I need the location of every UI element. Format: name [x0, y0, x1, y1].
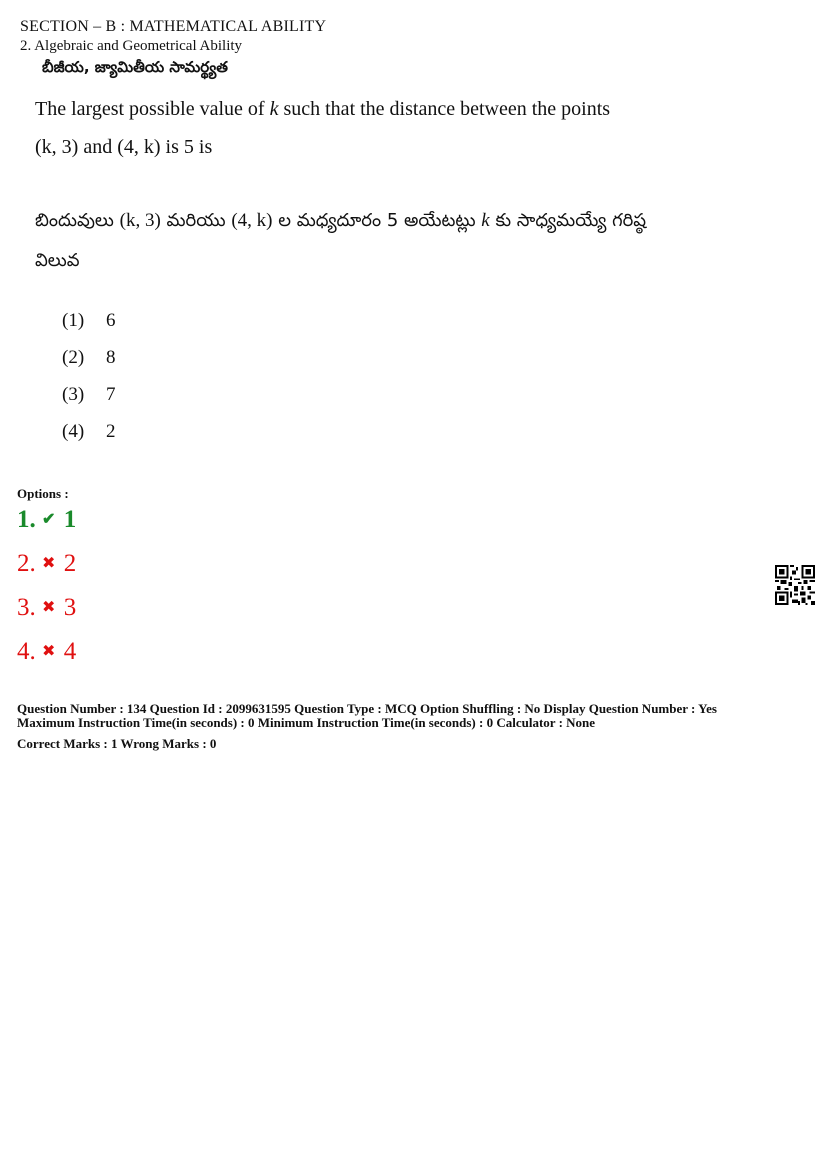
subsection-number: 2.	[20, 38, 32, 54]
variable-k: k	[269, 98, 279, 120]
option-value: 2	[63, 550, 77, 577]
option-item-wrong	[17, 594, 76, 622]
qr-code-icon	[775, 565, 815, 605]
point-2: (4, k)	[231, 210, 273, 231]
subsection-heading	[20, 38, 242, 55]
question-text-part: మరియు	[160, 210, 232, 231]
option-value: 3	[63, 594, 77, 621]
question-meta-line1: Question Number : 134 Question Id : 2099631595 Question Type : MCQ Option Shuffling : No Display Question Number : Yes	[17, 701, 717, 716]
option-number: 3.	[17, 594, 36, 621]
answer-choice	[62, 384, 116, 406]
answer-choice	[62, 347, 116, 369]
option-value: 4	[63, 638, 77, 665]
choice-number: (2)	[62, 347, 85, 368]
options-label: Options :	[17, 486, 69, 501]
question-text-part: The largest possible value of	[35, 98, 270, 120]
question-text-te-line2: విలువ	[35, 250, 80, 271]
choice-value: 7	[106, 384, 116, 405]
choice-number: (4)	[62, 421, 85, 442]
question-text-part: ల మధ్యదూరం 5 అయేటట్లు	[272, 210, 482, 231]
cross-icon: ✖	[42, 643, 56, 660]
option-item-wrong	[17, 550, 76, 578]
question-text-part: such that the distance between the points	[278, 98, 611, 120]
option-number: 4.	[17, 638, 36, 665]
choice-value: 2	[106, 421, 116, 442]
choice-value: 8	[106, 347, 116, 368]
question-meta-line2: Maximum Instruction Time(in seconds) : 0 Minimum Instruction Time(in seconds) : 0 Calculator : None	[17, 715, 596, 730]
check-icon: ✔	[42, 511, 56, 528]
answer-choice	[62, 310, 116, 332]
question-text-en-line1	[35, 98, 610, 121]
answer-choice	[62, 421, 116, 443]
subsection-title-telugu: బీజీయ, జ్యామితీయ సామర్థ్యత	[42, 58, 228, 76]
choice-number: (3)	[62, 384, 85, 405]
point-1: (k, 3)	[35, 136, 79, 158]
option-item-wrong	[17, 638, 76, 666]
variable-k: k	[481, 210, 490, 231]
question-text-en-line2	[35, 136, 212, 159]
choice-number: (1)	[62, 310, 85, 331]
section-title: SECTION – B : MATHEMATICAL ABILITY	[20, 18, 327, 35]
question-marks: Correct Marks : 1 Wrong Marks : 0	[17, 736, 217, 751]
question-text-te-line1	[35, 210, 646, 235]
option-value: 1	[63, 506, 77, 533]
cross-icon: ✖	[42, 555, 56, 572]
option-number: 2.	[17, 550, 36, 577]
question-text-part: is 5 is	[160, 136, 213, 158]
point-2: (4, k)	[117, 136, 161, 158]
cross-icon: ✖	[42, 599, 56, 616]
option-number: 1.	[17, 506, 36, 533]
option-item-correct	[17, 506, 76, 534]
question-text-part: and	[78, 136, 118, 158]
point-1: (k, 3)	[119, 210, 161, 231]
question-text-part: బిందువులు	[35, 210, 120, 231]
choice-value: 6	[106, 310, 116, 331]
question-text-part: కు సాధ్యమయ్యే గరిష్ఠ	[489, 210, 647, 231]
subsection-title: Algebraic and Geometrical Ability	[34, 38, 243, 54]
